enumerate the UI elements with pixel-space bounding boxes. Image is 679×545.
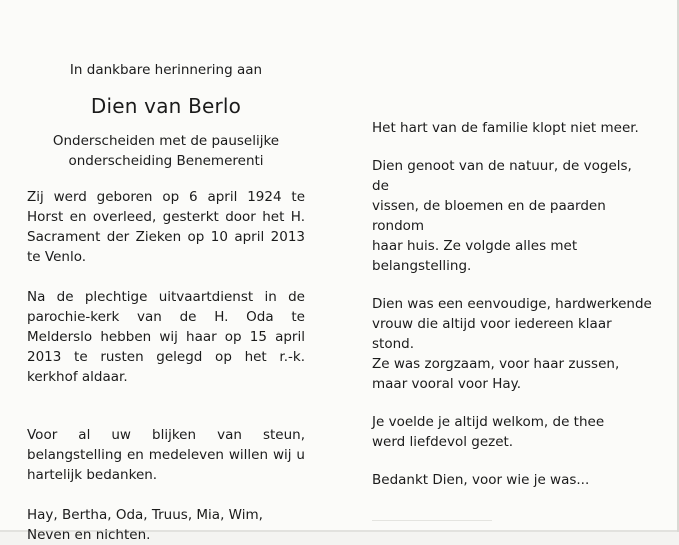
family-line: Hay, Bertha, Oda, Truus, Mia, Wim, <box>27 507 263 523</box>
honor-line: Onderscheiden met de pauselijke <box>52 133 280 149</box>
poem-line: Ze was zorgzaam, voor haar zussen, <box>372 356 620 372</box>
honor-line: onderscheiding Benemerenti <box>68 153 264 169</box>
birth-death-paragraph: Zij werd geboren op 6 april 1924 te Horst en overleed, gesterkt door het H. Sacrament der Zieken op 10 april 2013 te Venlo. <box>27 189 305 265</box>
bottom-divider <box>372 520 492 521</box>
poem-line: Bedankt Dien, voor wie je was... <box>372 472 590 488</box>
left-column <box>27 60 305 545</box>
poem-line: vrouw die altijd voor iedereen klaar stond. <box>372 316 612 352</box>
right-column <box>372 118 652 490</box>
poem-line: werd liefdevol gezet. <box>372 434 514 450</box>
poem-line: Dien was een eenvoudige, hardwerkende <box>372 296 652 312</box>
poem-block-1 <box>372 118 652 138</box>
poem-line: Dien genoot van de natuur, de vogels, de <box>372 158 632 194</box>
poem-line: maar vooral voor Hay. <box>372 376 522 392</box>
poem-block-5 <box>372 470 652 490</box>
poem-line: Je voelde je altijd welkom, de thee <box>372 414 605 430</box>
poem-line: vissen, de bloemen en de paarden rondom <box>372 198 606 234</box>
funeral-service-paragraph: Na de plechtige uitvaartdienst in de parochie-kerk van de H. Oda te Melderslo hebben wij haar op 15 april 2013 te rusten gelegd op het r.-k. kerkhof aldaar. <box>27 289 305 385</box>
thanks-paragraph: Voor al uw blijken van steun, belangstelling en medeleven willen wij u hartelijk bedanken. <box>27 427 305 483</box>
intro-line: In dankbare herinnering aan <box>69 62 263 78</box>
poem-line: Het hart van de familie klopt niet meer. <box>372 120 639 136</box>
poem-block-3 <box>372 294 652 394</box>
deceased-name: Dien van Berlo <box>90 94 242 118</box>
family-signature <box>27 505 305 545</box>
poem-block-4 <box>372 412 652 452</box>
poem-block-2 <box>372 156 652 276</box>
family-line: Neven en nichten. <box>27 527 151 543</box>
honor-text <box>27 131 305 171</box>
poem-line: haar huis. Ze volgde alles met belangstelling. <box>372 238 578 274</box>
